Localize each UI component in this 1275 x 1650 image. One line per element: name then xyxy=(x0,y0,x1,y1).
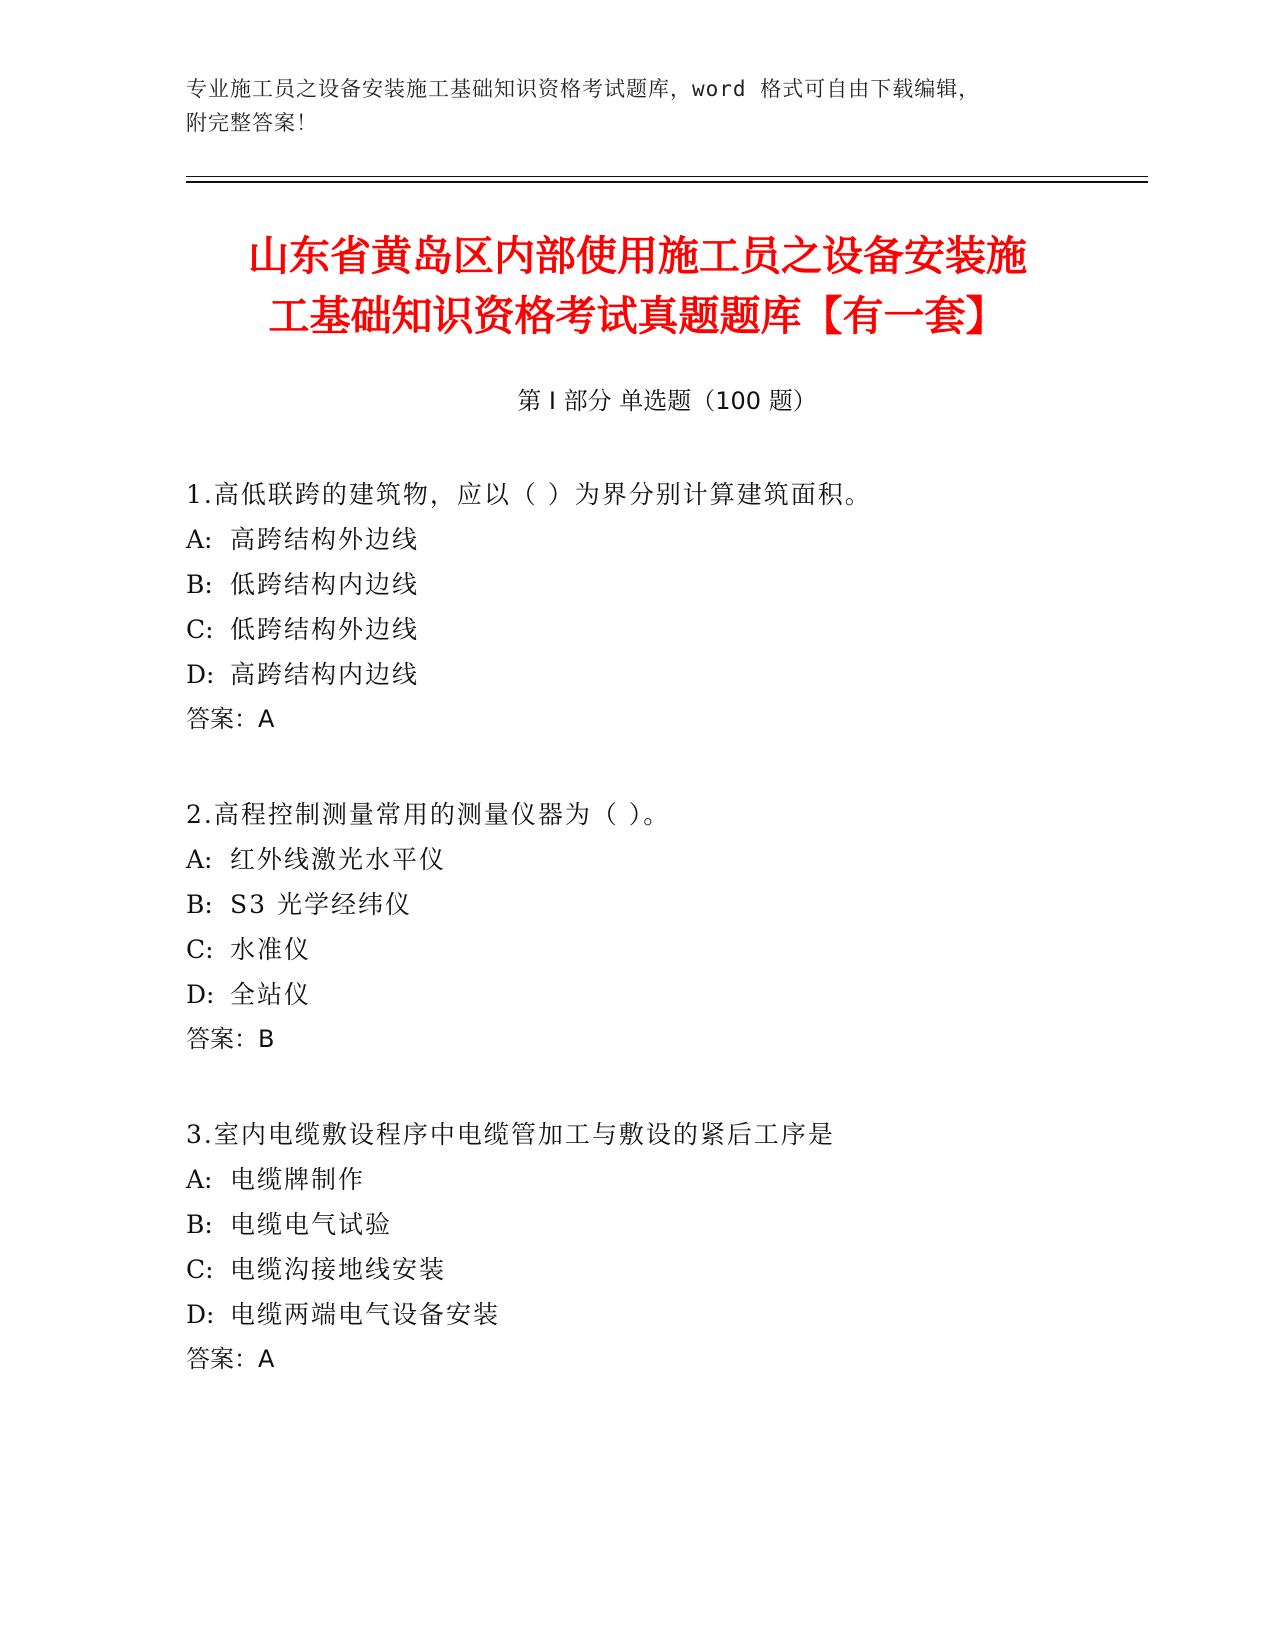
option-c xyxy=(186,607,1148,652)
option-letter: D: xyxy=(186,1300,215,1329)
option-letter: A: xyxy=(186,1165,213,1194)
option-d xyxy=(186,1292,1148,1337)
question-3 xyxy=(186,1112,1148,1432)
option-letter: B: xyxy=(186,570,213,599)
option-letter: B: xyxy=(186,1210,213,1239)
option-text: 电缆两端电气设备安装 xyxy=(230,1300,501,1329)
question-text: 1.高低联跨的建筑物，应以（ ）为界分别计算建筑面积。 xyxy=(186,480,872,509)
option-letter: B: xyxy=(186,890,213,919)
option-b xyxy=(186,882,1148,927)
option-letter: D: xyxy=(186,660,215,689)
header-divider-thin xyxy=(186,176,1148,177)
question-2 xyxy=(186,792,1148,1112)
option-d xyxy=(186,972,1148,1017)
option-text: 低跨结构外边线 xyxy=(230,615,420,644)
option-letter: C: xyxy=(186,1255,214,1284)
option-b xyxy=(186,562,1148,607)
answer: 答案：A xyxy=(186,705,275,733)
option-text: 高跨结构内边线 xyxy=(230,660,420,689)
answer: 答案：A xyxy=(186,1345,275,1373)
option-text: 红外线激光水平仪 xyxy=(230,845,447,874)
option-letter: C: xyxy=(186,615,214,644)
option-text: S3 光学经纬仪 xyxy=(230,890,412,919)
option-d xyxy=(186,652,1148,697)
option-letter: A: xyxy=(186,525,213,554)
option-letter: C: xyxy=(186,935,214,964)
option-text: 高跨结构外边线 xyxy=(230,525,420,554)
option-text: 电缆电气试验 xyxy=(230,1210,393,1239)
option-text: 全站仪 xyxy=(230,980,312,1009)
question-text: 3.室内电缆敷设程序中电缆管加工与敷设的紧后工序是 xyxy=(186,1120,835,1149)
question-1 xyxy=(186,472,1148,792)
option-text: 水准仪 xyxy=(230,935,312,964)
question-list xyxy=(186,472,1148,1432)
option-letter: D: xyxy=(186,980,215,1009)
option-text: 电缆沟接地线安装 xyxy=(230,1255,447,1284)
option-c xyxy=(186,927,1148,972)
document-title-line2: 工基础知识资格考试真题题库【有一套】 xyxy=(268,292,1007,340)
option-letter: A: xyxy=(186,845,213,874)
header-note-line1: 专业施工员之设备安装施工基础知识资格考试题库，word 格式可自由下载编辑， xyxy=(186,77,981,101)
header-divider-thick xyxy=(186,181,1148,183)
option-text: 低跨结构内边线 xyxy=(230,570,420,599)
question-text: 2.高程控制测量常用的测量仪器为（ ）。 xyxy=(186,800,671,829)
option-b xyxy=(186,1202,1148,1247)
answer: 答案：B xyxy=(186,1025,275,1053)
section-title: 第 I 部分 单选题（100 题） xyxy=(517,387,817,415)
option-c xyxy=(186,1247,1148,1292)
option-a xyxy=(186,1157,1148,1202)
document-title xyxy=(160,226,1115,346)
header-note-line2: 附完整答案！ xyxy=(186,111,318,135)
header-note xyxy=(186,72,1086,140)
option-a xyxy=(186,837,1148,882)
option-text: 电缆牌制作 xyxy=(230,1165,366,1194)
document-title-line1: 山东省黄岛区内部使用施工员之设备安装施 xyxy=(248,232,1027,280)
option-a xyxy=(186,517,1148,562)
